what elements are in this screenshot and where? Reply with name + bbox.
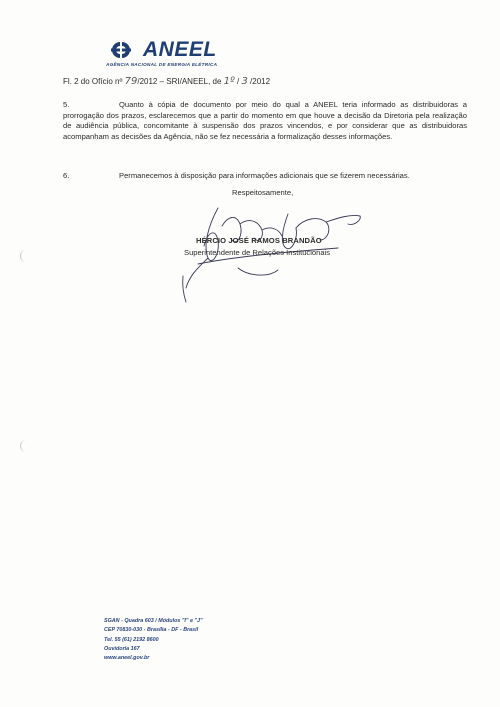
footer-line: Ouvidoria 167 [104, 645, 140, 652]
paragraph-number: 5. [63, 100, 70, 109]
paragraph-5 [63, 100, 467, 142]
ref-year: /2012 [250, 77, 271, 86]
ref-middle: /2012 – SRI/ANEEL, de [137, 77, 222, 86]
ref-day-handwritten: 1º [223, 76, 235, 87]
paragraph-number: 6. [63, 171, 70, 180]
footer-line: SGAN - Quadra 603 / Módulos "I" e "J" [104, 618, 203, 624]
footer-line: CEP 70830-030 - Brasília - DF - Brasil [104, 627, 199, 634]
paragraph-text: Quanto à cópia de documento por meio do qual a ANEEL teria informado as distribuidoras a prorrogação dos prazos, esclarecemos que a partir do momento em que houve a decisão da Diretoria pela realização de audiência pública, concomitante à suspensão dos prazos vincendos, e por considerar que as distribuidoras acompanham as decisões da Agência, não se fez necessária a formalização desses informações. [63, 100, 467, 141]
footer-line: Tel. 55 (61) 2192 8600 [104, 636, 159, 643]
ref-sep: / [236, 77, 240, 86]
closing-salutation: Respeitosamente, [232, 188, 294, 197]
logo-wordmark: ANEEL [143, 38, 217, 61]
reference-line [63, 76, 270, 87]
punch-hole-mark [20, 250, 29, 262]
footer-link: www.aneel.gov.br [104, 655, 150, 662]
footer-address [104, 617, 203, 663]
ref-prefix: Fl. 2 do Ofício nº [63, 77, 123, 86]
signatory-name: HÉRCIO JOSÉ RAMOS BRANDÃO [196, 236, 322, 245]
signatory-title: Superintendente de Relações Institucionais [184, 248, 331, 257]
ref-month-handwritten: 3 [241, 76, 248, 87]
paragraph-6 [63, 171, 467, 182]
ref-number-handwritten: 79 [124, 76, 138, 87]
logo-subtitle: AGÊNCIA NACIONAL DE ENERGIA ELÉTRICA [106, 62, 218, 67]
aneel-logo-icon [103, 40, 139, 60]
paragraph-text: Permanecemos à disposição para informações adicionais que se fizerem necessárias. [119, 171, 410, 180]
punch-hole-mark [20, 440, 29, 452]
